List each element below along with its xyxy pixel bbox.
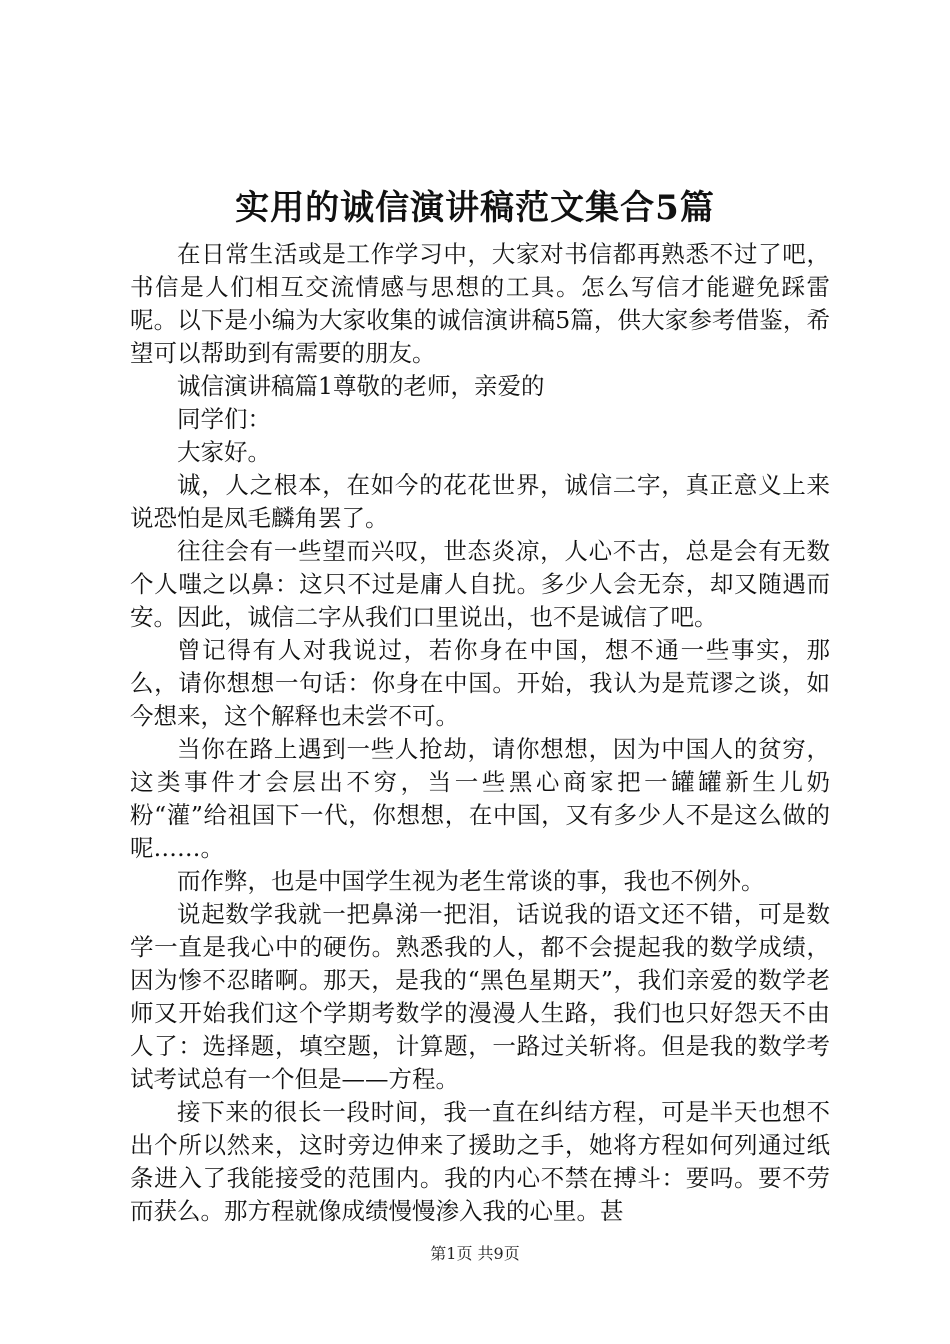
paragraph-body: 当你在路上遇到一些人抢劫，请你想想，因为中国人的贫穷，这类事件才会层出不穷，当一些黑心商家把一罐罐新生儿奶粉“灌”给祖国下一代，你想想，在中国，又有多少人不是这么做的呢……。 [130, 735, 830, 862]
document-title: 实用的诚信演讲稿范文集合5篇 [235, 188, 715, 228]
paragraph-body: 诚，人之根本，在如今的花花世界，诚信二字，真正意义上来说恐怕是凤毛麟角罢了。 [130, 471, 830, 532]
paragraph-body: 接下来的很长一段时间，我一直在纠结方程，可是半天也想不出个所以然来，这时旁边伸来了援助之手，她将方程如何列通过纸条进入了我能接受的范围内。我的内心不禁在搏斗：要吗。要不劳而获么。那方程就像成绩慢慢渗入我的心里。甚 [130, 1098, 830, 1225]
document-body [130, 238, 830, 1228]
paragraph-body: 往往会有一些望而兴叹，世态炎凉，人心不古，总是会有无数个人嗤之以鼻：这只不过是庸人自扰。多少人会无奈，却又随遇而安。因此，诚信二字从我们口里说出，也不是诚信了吧。 [130, 537, 830, 631]
paragraph-speech-heading: 诚信演讲稿篇1尊敬的老师，亲爱的 [177, 372, 545, 400]
paragraph-intro: 在日常生活或是工作学习中，大家对书信都再熟悉不过了吧，书信是人们相互交流情感与思想的工具。怎么写信才能避免踩雷呢。以下是小编为大家收集的诚信演讲稿5篇，供大家参考借鉴，希望可以帮助到有需要的朋友。 [130, 240, 830, 367]
paragraph-body: 说起数学我就一把鼻涕一把泪，话说我的语文还不错，可是数学一直是我心中的硬伤。熟悉我的人，都不会提起我的数学成绩，因为惨不忍睹啊。那天，是我的“黑色星期天”，我们亲爱的数学老师又开始我们这个学期考数学的漫漫人生路，我们也只好怨天不由人了：选择题，填空题，计算题，一路过关斩将。但是我的数学考试考试总有一个但是——方程。 [130, 900, 830, 1093]
paragraph-body: 而作弊，也是中国学生视为老生常谈的事，我也不例外。 [177, 867, 765, 895]
paragraph-body: 曾记得有人对我说过，若你身在中国，想不通一些事实，那么，请你想想一句话：你身在中国。开始，我认为是荒谬之谈，如今想来，这个解释也未尝不可。 [130, 636, 830, 730]
page-number-footer: 第1页 共9页 [430, 1244, 520, 1263]
paragraph-greeting: 大家好。 [177, 438, 271, 466]
paragraph-salutation: 同学们： [177, 405, 271, 433]
